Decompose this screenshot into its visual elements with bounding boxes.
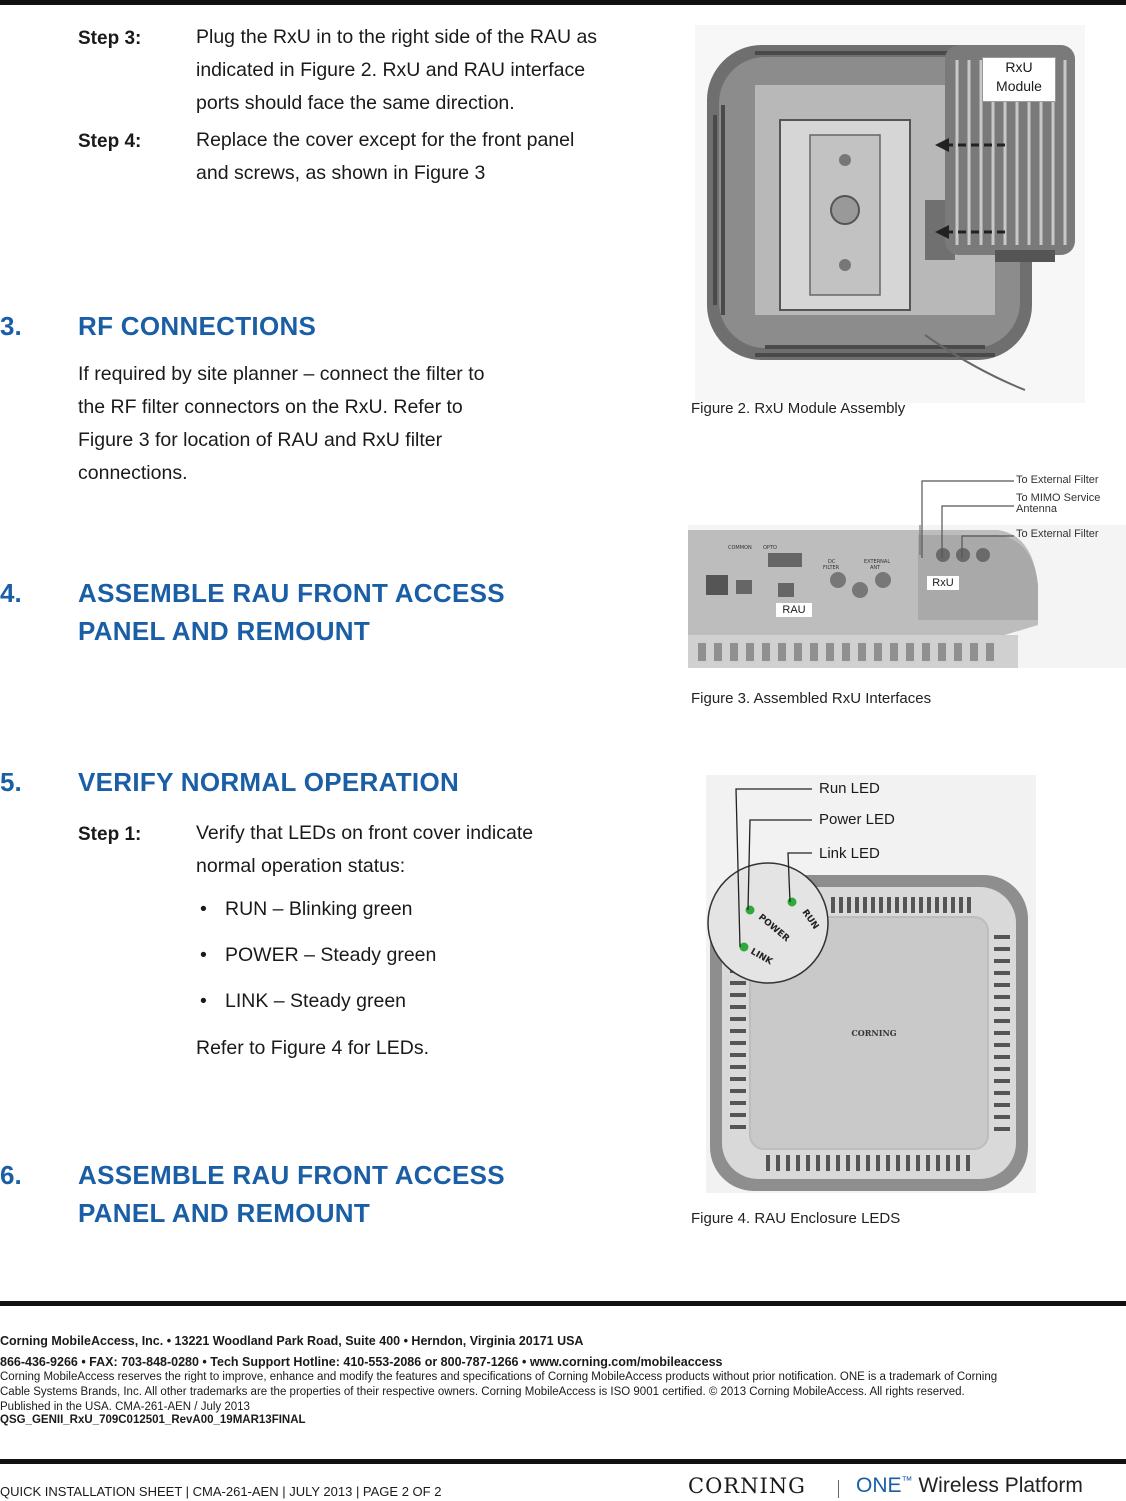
wireless-platform-text: Wireless Platform: [918, 1474, 1083, 1497]
led-label-link: LINK: [748, 946, 774, 968]
bullet-power: POWER – Steady green: [225, 944, 437, 966]
figure3-callout-external-filter-2: To External Filter: [1016, 528, 1099, 540]
section5-step-text: [196, 817, 616, 883]
section6-title-line: PANEL AND REMOUNT: [78, 1198, 371, 1228]
section3-line: the RF filter connectors on the RxU. Refer to: [78, 396, 463, 418]
footer-legal-line: Corning MobileAccess reserves the right to improve, enhance and modify the features and specifications of Corning MobileAccess products without prior notification. ONE is a trademark of Corning: [0, 1371, 998, 1383]
bullet-dot: •: [200, 990, 207, 1012]
step3-line: indicated in Figure 2. RxU and RAU interface: [196, 59, 586, 81]
led-label-power: POWER: [756, 912, 792, 945]
step3-line: ports should face the same direction.: [196, 92, 515, 114]
bullet-dot: •: [200, 898, 207, 920]
section5-refer: Refer to Figure 4 for LEDs.: [196, 1037, 430, 1059]
figure3-rau-label: RAU: [776, 603, 812, 617]
footer-legal: [0, 1370, 1126, 1415]
footer-doc-id: QSG_GENII_RxU_709C012501_RevA00_19MAR13FINAL: [0, 1414, 306, 1426]
footer-legal-line: Published in the USA. CMA-261-AEN / July 2013: [0, 1401, 250, 1413]
figure3-callout-external-filter-1: To External Filter: [1016, 474, 1099, 486]
section6-title: [78, 1156, 505, 1232]
footer-address: Corning MobileAccess, Inc. • 13221 Woodland Park Road, Suite 400 • Herndon, Virginia 20171 USA: [0, 1334, 584, 1348]
bullet-dot: •: [200, 944, 207, 966]
trademark-symbol: ™: [901, 1475, 913, 1487]
led-label-run: RUN: [799, 907, 821, 932]
one-logo-text: ONE: [856, 1474, 902, 1497]
link-led-icon: [740, 943, 749, 952]
bullet-link: LINK – Steady green: [225, 990, 407, 1012]
section5-step-line: normal operation status:: [196, 855, 406, 877]
section4-title-line: ASSEMBLE RAU FRONT ACCESS: [78, 578, 505, 608]
section5-title: VERIFY NORMAL OPERATION: [78, 767, 460, 797]
panel-text-opto: OPTO: [763, 545, 777, 551]
rau-enclosure-leds-illustration: [706, 775, 1036, 1193]
section4-number: 4.: [0, 578, 22, 608]
panel-text-dc: DC: [828, 559, 836, 565]
figure3-caption: Figure 3. Assembled RxU Interfaces: [691, 690, 932, 707]
footer-top-rule: [0, 1301, 1126, 1306]
section6-title-line: ASSEMBLE RAU FRONT ACCESS: [78, 1160, 505, 1190]
step4-label: Step 4:: [78, 131, 142, 152]
bottom-bar-doc-info: QUICK INSTALLATION SHEET | CMA-261-AEN | JULY 2013 | PAGE 2 OF 2: [0, 1484, 442, 1499]
figure4-link-led-label: Link LED: [819, 845, 880, 862]
figure3-rxu-label: RxU: [927, 576, 959, 590]
figure3-callout-mimo-line: Antenna: [1016, 503, 1057, 515]
figure4-photo: [706, 775, 1036, 1193]
power-led-icon: [746, 906, 755, 915]
cover-corning-logo: CORNING: [851, 1028, 897, 1038]
panel-text-common: COMMON: [728, 545, 752, 551]
corning-logo: CORNING: [688, 1474, 806, 1498]
section3-number: 3.: [0, 311, 22, 341]
step4-line: and screws, as shown in Figure 3: [196, 162, 486, 184]
section3-title: RF CONNECTIONS: [78, 311, 317, 341]
panel-text-ant: ANT: [870, 565, 881, 571]
footer-contact: 866-436-9266 • FAX: 703-848-0280 • Tech Support Hotline: 410-553-2086 or 800-787-1266 • www.corning.com/mobileaccess: [0, 1355, 723, 1369]
figure3-leader-lines: [0, 0, 1126, 700]
figure2-label-line: Module: [996, 78, 1042, 94]
section6-number: 6.: [0, 1160, 22, 1190]
one-wireless-platform-logo: [856, 1474, 1083, 1498]
section5-step-label: Step 1:: [78, 824, 142, 845]
logo-divider: [838, 1480, 839, 1498]
footer-legal-line: Cable Systems Brands, Inc. All other trademarks are the properties of their respective owners. Corning MobileAccess is ISO 9001 certified. © 2013 Corning MobileAccess. All rights reserved.: [0, 1386, 965, 1398]
section3-line: connections.: [78, 462, 188, 484]
step3-line: Plug the RxU in to the right side of the RAU as: [196, 26, 598, 48]
section5-step-line: Verify that LEDs on front cover indicate: [196, 822, 534, 844]
figure2-label-line: RxU: [1005, 59, 1033, 75]
figure3-callout-mimo: [1016, 493, 1100, 515]
figure4-power-led-label: Power LED: [819, 811, 895, 828]
section3-line: If required by site planner – connect the filter to: [78, 363, 485, 385]
step3-label: Step 3:: [78, 28, 142, 49]
run-led-icon: [788, 898, 797, 907]
figure3-callout-mimo-line: To MIMO Service: [1016, 492, 1101, 504]
section3-line: Figure 3 for location of RAU and RxU filter: [78, 429, 443, 451]
panel-text-external: EXTERNAL: [864, 559, 891, 565]
figure2-caption: Figure 2. RxU Module Assembly: [691, 400, 906, 417]
figure4-caption: Figure 4. RAU Enclosure LEDS: [691, 1210, 901, 1227]
section4-title-line: PANEL AND REMOUNT: [78, 616, 371, 646]
footer-bottom-rule: [0, 1459, 1126, 1464]
section5-number: 5.: [0, 767, 22, 797]
panel-text-filter: FILTER: [823, 565, 840, 571]
bullet-run: RUN – Blinking green: [225, 898, 413, 920]
figure4-run-led-label: Run LED: [819, 780, 880, 797]
step4-line: Replace the cover except for the front panel: [196, 129, 575, 151]
